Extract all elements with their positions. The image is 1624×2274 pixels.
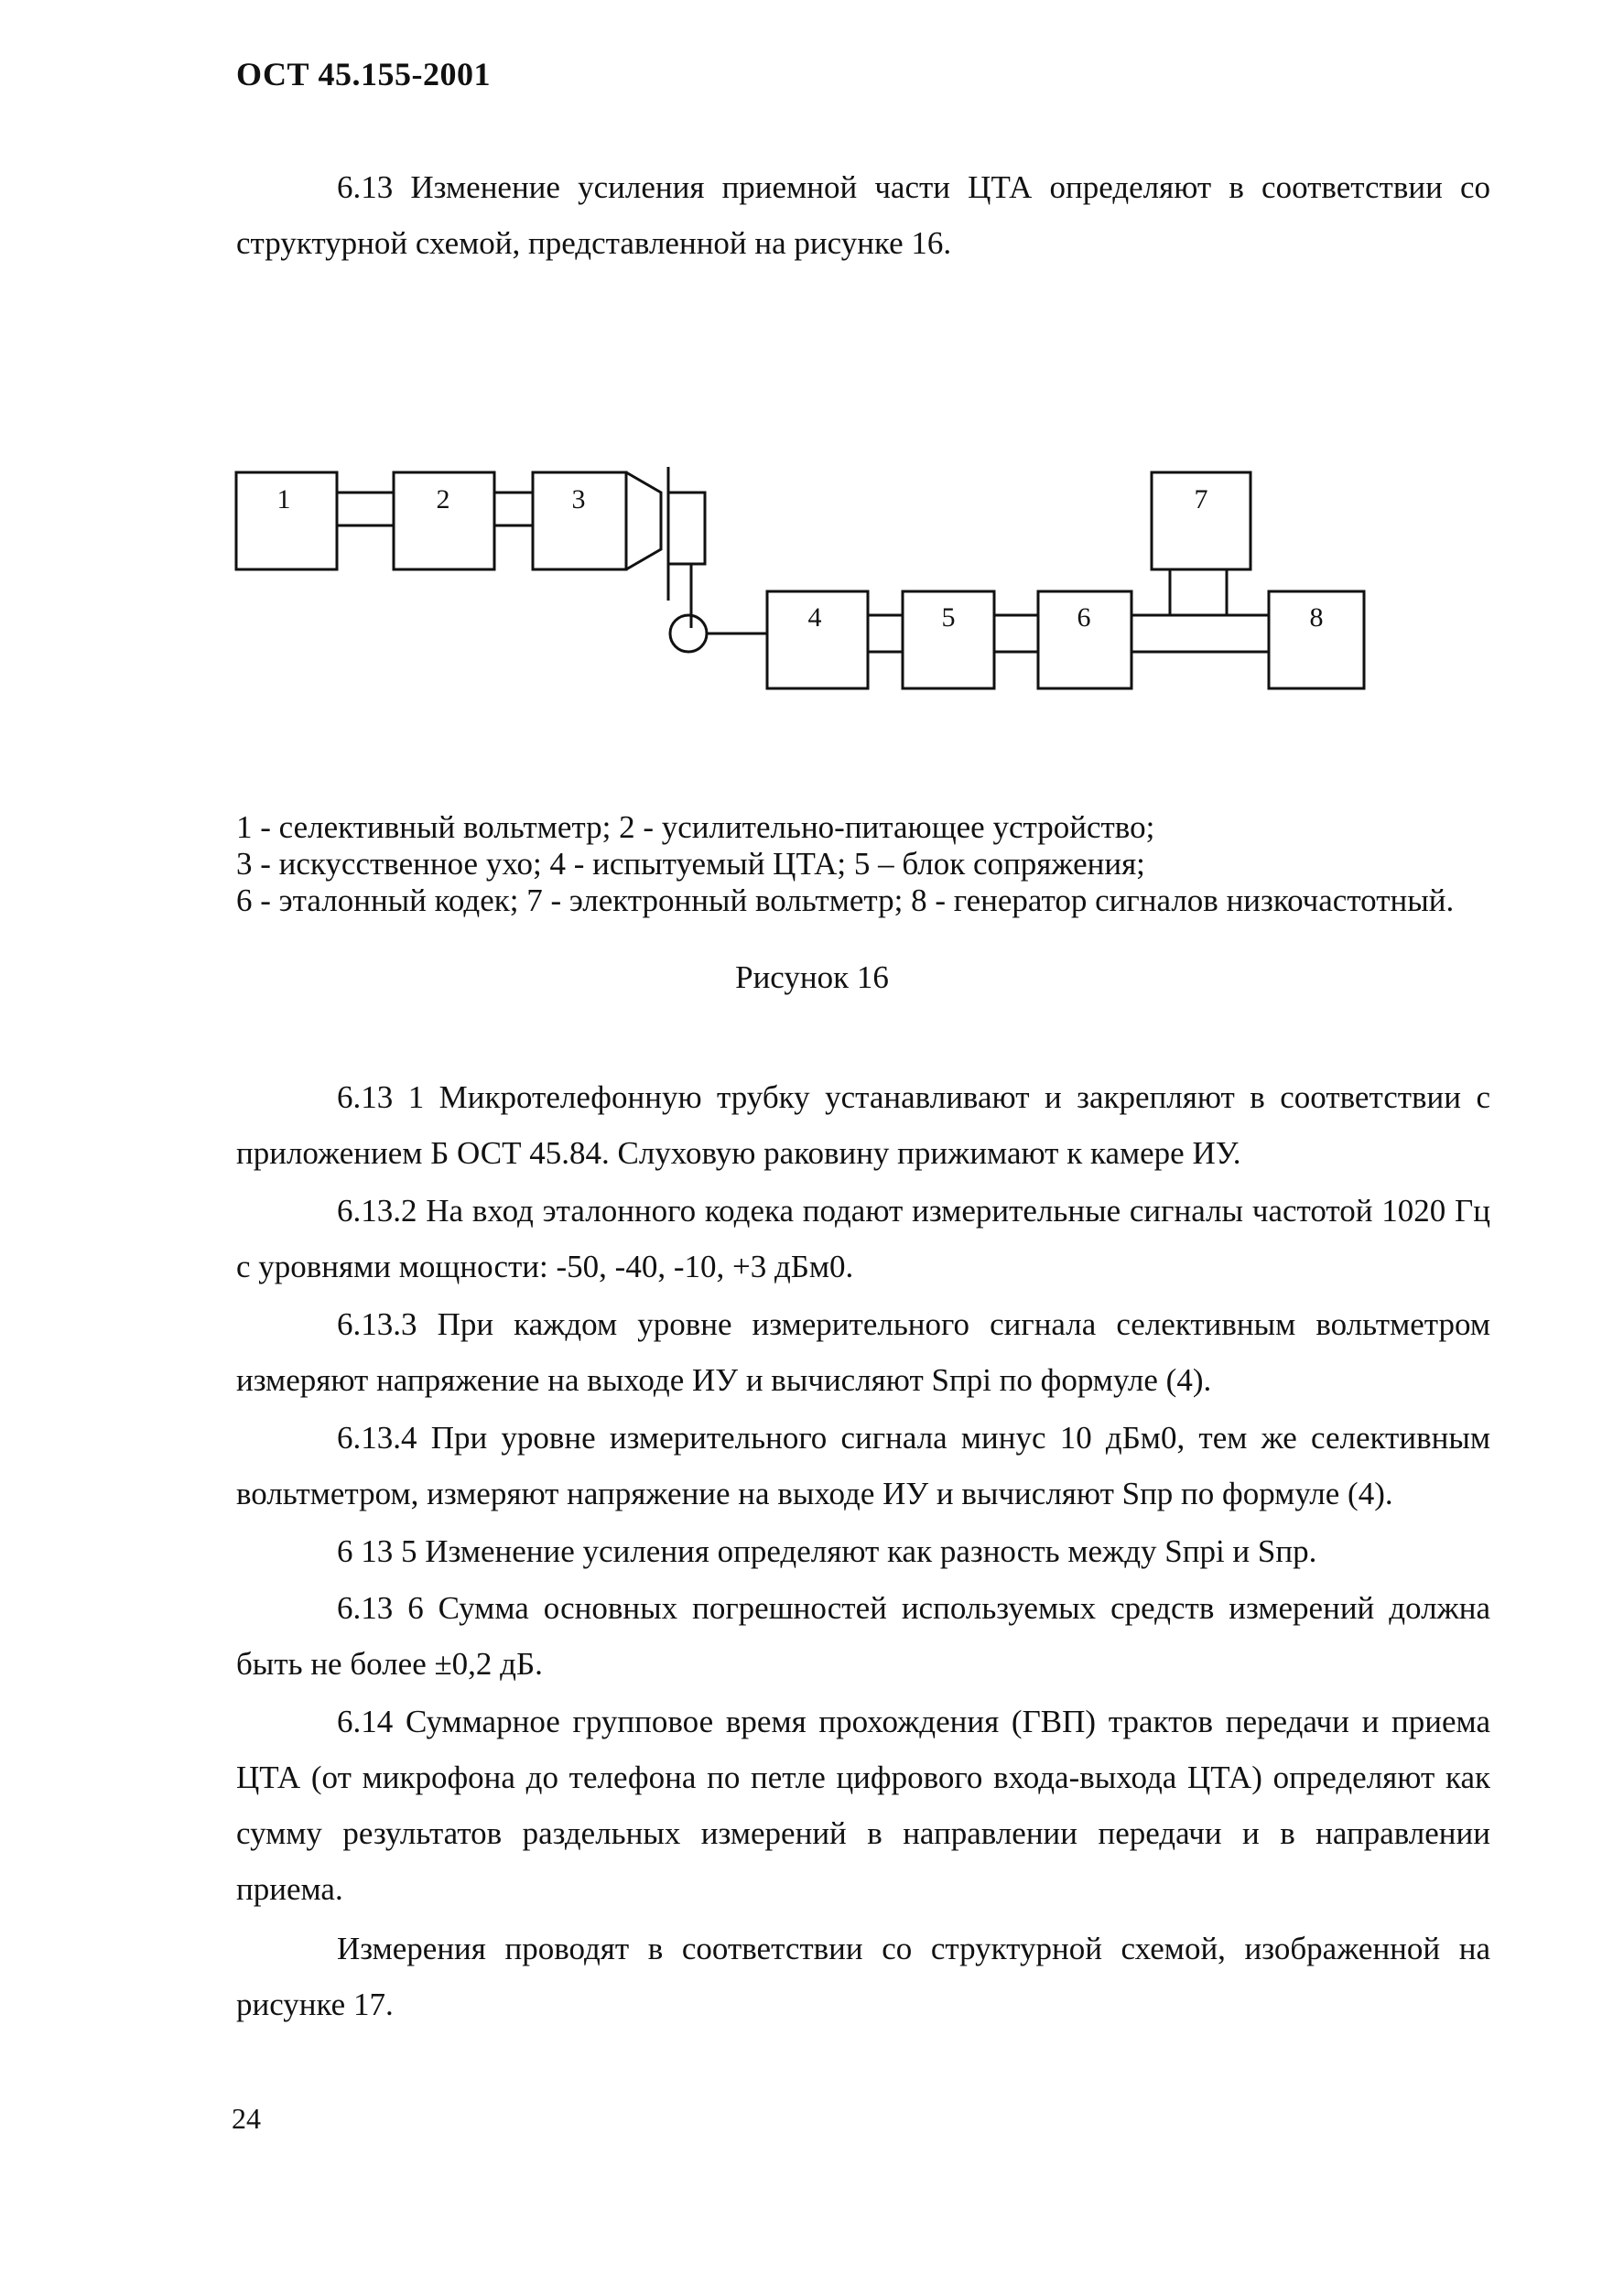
connector-7-bus xyxy=(1170,569,1227,615)
paragraph-measurement: Измерения проводят в соответствии со структурной схемой, изображенной на рисунке 17. xyxy=(236,1931,1490,2022)
artificial-ear-adapter xyxy=(626,472,661,569)
figure-caption: Рисунок 16 xyxy=(735,959,889,995)
paragraph-6-13: 6.13 Изменение усиления приемной части ЦТА определяют в соответствии со структурной схемой, представленной на рисунке 16. xyxy=(236,169,1490,261)
connector-1-2 xyxy=(337,493,394,525)
legend-line-2: 3 - искусственное ухо; 4 - испытуемый ЦТА; 5 – блок сопряжения; xyxy=(236,846,1145,882)
paragraph-6-13-4: 6.13.4 При уровне измерительного сигнала минус 10 дБм0, тем же селективным вольтметром, измеряют напряжение на выходе ИУ и вычисляют Sпр по формуле (4). xyxy=(236,1420,1490,1511)
connector-6-8 xyxy=(1131,615,1269,652)
block-5-label: 5 xyxy=(941,602,956,633)
page-number: 24 xyxy=(232,2102,261,2135)
block-1-label: 1 xyxy=(276,484,291,514)
document-number-header: ОСТ 45.155-2001 xyxy=(236,56,491,92)
paragraph-6-14: 6.14 Суммарное групповое время прохождения (ГВП) трактов передачи и приема ЦТА (от микрофона до телефона по петле цифрового входа-выхода ЦТА) определяют как сумму результатов раздельных измерений в направлении передачи и в направлении приема. xyxy=(236,1704,1490,1907)
legend-line-1: 1 - селективный вольтметр; 2 - усилительно-питающее устройство; xyxy=(236,809,1155,845)
paragraph-6-13-1: 6.13 1 Микротелефонную трубку устанавливают и закрепляют в соответствии с приложением Б ОСТ 45.84. Слуховую раковину прижимают к камере ИУ. xyxy=(236,1079,1490,1171)
paragraph-6-13-2: 6.13.2 На вход эталонного кодека подают измерительные сигналы частотой 1020 Гц с уровнями мощности: -50, -40, -10, +3 дБм0. xyxy=(236,1193,1490,1284)
block-3-label: 3 xyxy=(571,484,586,514)
legend-line-3: 6 - эталонный кодек; 7 - электронный вольтметр; 8 - генератор сигналов низкочастотный. xyxy=(236,883,1455,918)
block-2-label: 2 xyxy=(436,484,450,514)
block-6-label: 6 xyxy=(1077,602,1091,633)
block-7-label: 7 xyxy=(1194,484,1208,514)
paragraph-6-13-3: 6.13.3 При каждом уровне измерительного сигнала селективным вольтметром измеряют напряжение на выходе ИУ и вычисляют Sпрi по формуле (4). xyxy=(236,1306,1490,1398)
block-4-label: 4 xyxy=(807,602,822,633)
connector-5-6 xyxy=(994,615,1038,652)
paragraph-6-13-6: 6.13 6 Сумма основных погрешностей используемых средств измерений должна быть не более ±0,2 дБ. xyxy=(236,1590,1490,1682)
paragraph-6-13-5: 6 13 5 Изменение усиления определяют как разность между Sпрi и Sпр. xyxy=(337,1533,1317,1569)
handset-receiver xyxy=(670,615,707,652)
handset-coupler xyxy=(668,493,705,564)
connector-2-3 xyxy=(494,493,533,525)
connector-4-5 xyxy=(868,615,903,652)
structural-diagram-figure-16 xyxy=(0,449,1624,705)
block-8-label: 8 xyxy=(1309,602,1324,633)
